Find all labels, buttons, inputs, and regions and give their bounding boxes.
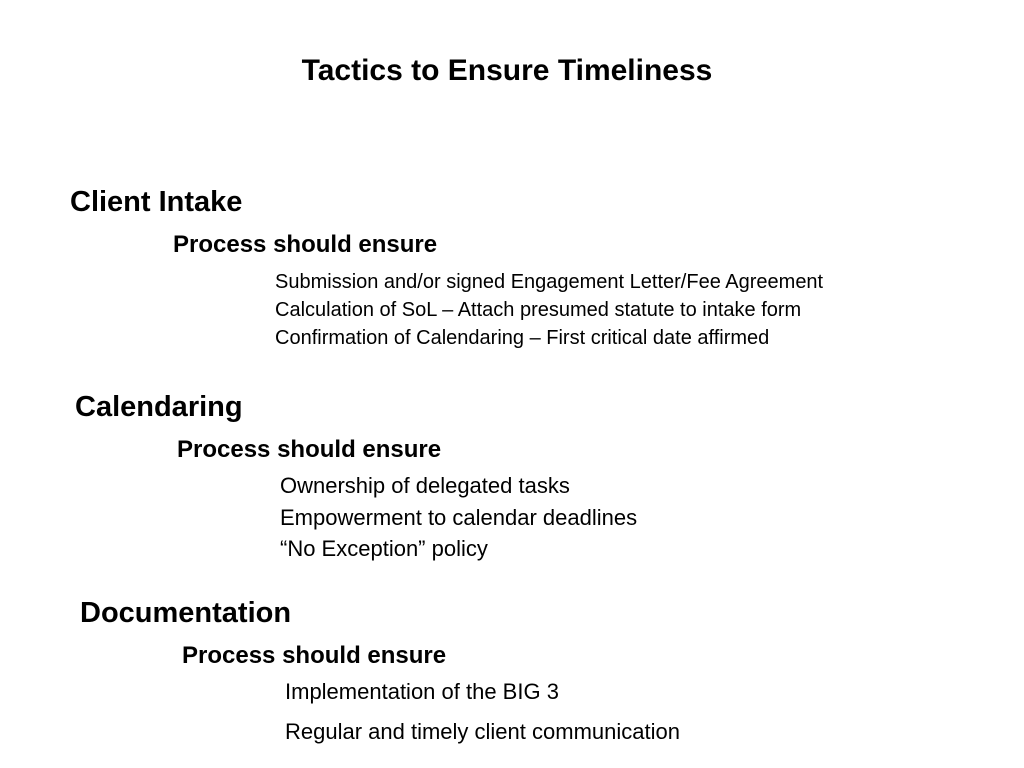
list-item: Calculation of SoL – Attach presumed statute to intake form bbox=[275, 299, 802, 321]
list-item: “No Exception” policy bbox=[280, 536, 488, 561]
list-item: Ownership of delegated tasks bbox=[280, 473, 570, 498]
section-heading: Documentation bbox=[80, 597, 292, 629]
section-subheading: Process should ensure bbox=[173, 231, 438, 258]
section-heading: Client Intake bbox=[70, 186, 243, 218]
list-item: Submission and/or signed Engagement Letter/Fee Agreement bbox=[275, 271, 824, 293]
section-subheading: Process should ensure bbox=[182, 642, 447, 669]
list-item: Empowerment to calendar deadlines bbox=[280, 505, 638, 530]
list-item: Implementation of the BIG 3 bbox=[285, 679, 559, 704]
slide-title: Tactics to Ensure Timeliness bbox=[301, 54, 713, 87]
section-heading: Calendaring bbox=[75, 391, 243, 423]
list-item: Regular and timely client communication bbox=[285, 719, 680, 744]
list-item: Confirmation of Calendaring – First critical date affirmed bbox=[275, 327, 770, 349]
section-subheading: Process should ensure bbox=[177, 436, 442, 463]
